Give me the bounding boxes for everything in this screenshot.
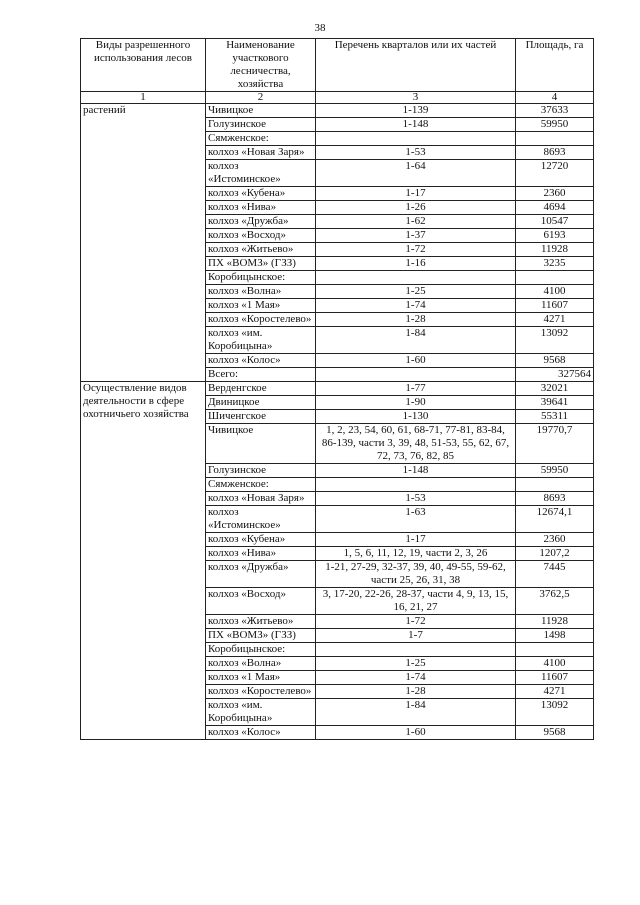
forestry-name-cell: Всего: xyxy=(206,368,316,382)
forestry-name-cell: Коробицынское: xyxy=(206,643,316,657)
table-row xyxy=(81,104,594,118)
quarters-cell: 1-16 xyxy=(316,257,516,271)
forestry-name-cell: Сямженское: xyxy=(206,478,316,492)
quarters-cell: 1-74 xyxy=(316,299,516,313)
forestry-name-cell: колхоз «Восход» xyxy=(206,229,316,243)
forestry-name-cell: колхоз «Волна» xyxy=(206,657,316,671)
forestry-name-cell: ПХ «ВОМЗ» (ГЗЗ) xyxy=(206,629,316,643)
area-cell: 4100 xyxy=(516,657,594,671)
forestry-name-cell: Двиницкое xyxy=(206,396,316,410)
quarters-cell: 1-60 xyxy=(316,354,516,368)
quarters-cell: 1-72 xyxy=(316,615,516,629)
area-cell: 11928 xyxy=(516,615,594,629)
quarters-cell xyxy=(316,368,516,382)
quarters-cell: 1-148 xyxy=(316,464,516,478)
quarters-cell: 1-64 xyxy=(316,160,516,187)
quarters-cell: 1, 5, 6, 11, 12, 19, части 2, 3, 26 xyxy=(316,547,516,561)
quarters-cell xyxy=(316,132,516,146)
area-cell: 1207,2 xyxy=(516,547,594,561)
area-cell: 11928 xyxy=(516,243,594,257)
quarters-cell: 1-7 xyxy=(316,629,516,643)
forestry-name-cell: Голузинское xyxy=(206,464,316,478)
quarters-cell: 1-25 xyxy=(316,657,516,671)
quarters-cell: 1-53 xyxy=(316,146,516,160)
area-cell: 6193 xyxy=(516,229,594,243)
table-row xyxy=(81,382,594,396)
header-quarters: Перечень кварталов или их частей xyxy=(316,39,516,92)
forestry-name-cell: колхоз «Нива» xyxy=(206,547,316,561)
forestry-name-cell: Коробицынское: xyxy=(206,271,316,285)
total-area-cell: 327564 xyxy=(516,368,594,382)
area-cell: 7445 xyxy=(516,561,594,588)
quarters-cell xyxy=(316,643,516,657)
area-cell: 8693 xyxy=(516,492,594,506)
header-area: Площадь, га xyxy=(516,39,594,92)
forestry-name-cell: колхоз «Новая Заря» xyxy=(206,146,316,160)
quarters-cell: 1-60 xyxy=(316,726,516,740)
area-cell: 9568 xyxy=(516,726,594,740)
forestry-name-cell: Сямженское: xyxy=(206,132,316,146)
quarters-cell: 1-90 xyxy=(316,396,516,410)
quarters-cell: 1-148 xyxy=(316,118,516,132)
forestry-name-cell: колхоз «Волна» xyxy=(206,285,316,299)
column-number: 4 xyxy=(516,92,594,104)
area-cell: 4694 xyxy=(516,201,594,215)
area-cell: 12720 xyxy=(516,160,594,187)
forestry-name-cell: колхоз «Кубена» xyxy=(206,187,316,201)
area-cell: 59950 xyxy=(516,118,594,132)
quarters-cell: 1-139 xyxy=(316,104,516,118)
area-cell: 2360 xyxy=(516,187,594,201)
forestry-name-cell: колхоз «Коростелево» xyxy=(206,685,316,699)
quarters-cell: 1-26 xyxy=(316,201,516,215)
forestry-name-cell: колхоз «Кубена» xyxy=(206,533,316,547)
area-cell: 4271 xyxy=(516,685,594,699)
forestry-name-cell: колхоз «Колос» xyxy=(206,354,316,368)
quarters-cell: 1-84 xyxy=(316,327,516,354)
quarters-cell: 1, 2, 23, 54, 60, 61, 68-71, 77-81, 83-84, 86-139, части 3, 39, 48, 51-53, 55, 62, 67, 72, 73, 76, 82, 85 xyxy=(316,424,516,464)
forestry-name-cell: колхоз «им. Коробицына» xyxy=(206,699,316,726)
column-number: 3 xyxy=(316,92,516,104)
area-cell: 3762,5 xyxy=(516,588,594,615)
forestry-name-cell: колхоз «Житьево» xyxy=(206,615,316,629)
area-cell: 39641 xyxy=(516,396,594,410)
area-cell: 19770,7 xyxy=(516,424,594,464)
area-cell: 11607 xyxy=(516,671,594,685)
area-cell: 1498 xyxy=(516,629,594,643)
quarters-cell: 1-62 xyxy=(316,215,516,229)
quarters-cell: 1-74 xyxy=(316,671,516,685)
forestry-name-cell: колхоз «им. Коробицына» xyxy=(206,327,316,354)
forestry-name-cell: Верденгское xyxy=(206,382,316,396)
header-forestry: Наименование участкового лесничества, хозяйства xyxy=(206,39,316,92)
area-cell xyxy=(516,132,594,146)
quarters-cell: 1-63 xyxy=(316,506,516,533)
column-number: 1 xyxy=(81,92,206,104)
forestry-name-cell: колхоз «Нива» xyxy=(206,201,316,215)
forestry-name-cell: колхоз «Житьево» xyxy=(206,243,316,257)
area-cell: 11607 xyxy=(516,299,594,313)
forestry-name-cell: колхоз «Истоминское» xyxy=(206,506,316,533)
area-cell: 59950 xyxy=(516,464,594,478)
quarters-cell: 1-21, 27-29, 32-37, 39, 40, 49-55, 59-62, части 25, 26, 31, 38 xyxy=(316,561,516,588)
quarters-cell: 1-28 xyxy=(316,685,516,699)
quarters-cell: 1-84 xyxy=(316,699,516,726)
area-cell: 32021 xyxy=(516,382,594,396)
quarters-cell: 1-37 xyxy=(316,229,516,243)
area-cell: 55311 xyxy=(516,410,594,424)
quarters-cell xyxy=(316,271,516,285)
quarters-cell: 1-17 xyxy=(316,187,516,201)
quarters-cell: 1-28 xyxy=(316,313,516,327)
area-cell xyxy=(516,643,594,657)
area-cell: 13092 xyxy=(516,699,594,726)
area-cell xyxy=(516,478,594,492)
area-cell: 12674,1 xyxy=(516,506,594,533)
quarters-cell: 1-53 xyxy=(316,492,516,506)
area-cell: 10547 xyxy=(516,215,594,229)
area-cell: 37633 xyxy=(516,104,594,118)
table-body xyxy=(81,104,594,740)
forestry-name-cell: колхоз «Колос» xyxy=(206,726,316,740)
forestry-name-cell: Чивицкое xyxy=(206,424,316,464)
forestry-name-cell: колхоз «1 Мая» xyxy=(206,299,316,313)
quarters-cell: 1-17 xyxy=(316,533,516,547)
forestry-name-cell: колхоз «Дружба» xyxy=(206,215,316,229)
forestry-name-cell: колхоз «Дружба» xyxy=(206,561,316,588)
column-number-row xyxy=(81,92,594,104)
area-cell: 4100 xyxy=(516,285,594,299)
forest-use-table xyxy=(80,38,594,740)
area-cell: 13092 xyxy=(516,327,594,354)
use-type-cell: растений xyxy=(81,104,206,382)
area-cell xyxy=(516,271,594,285)
forestry-name-cell: Голузинское xyxy=(206,118,316,132)
area-cell: 8693 xyxy=(516,146,594,160)
forestry-name-cell: колхоз «Истоминское» xyxy=(206,160,316,187)
quarters-cell: 1-77 xyxy=(316,382,516,396)
area-cell: 3235 xyxy=(516,257,594,271)
forestry-name-cell: Шиченгское xyxy=(206,410,316,424)
quarters-cell: 1-72 xyxy=(316,243,516,257)
use-type-cell: Осуществление видов деятельности в сфере охотничьего хозяйства xyxy=(81,382,206,740)
forestry-name-cell: колхоз «Новая Заря» xyxy=(206,492,316,506)
area-cell: 9568 xyxy=(516,354,594,368)
forestry-name-cell: колхоз «Коростелево» xyxy=(206,313,316,327)
forestry-name-cell: колхоз «Восход» xyxy=(206,588,316,615)
area-cell: 2360 xyxy=(516,533,594,547)
header-use: Виды разрешенного использования лесов xyxy=(81,39,206,92)
quarters-cell: 1-25 xyxy=(316,285,516,299)
quarters-cell: 3, 17-20, 22-26, 28-37, части 4, 9, 13, 15, 16, 21, 27 xyxy=(316,588,516,615)
area-cell: 4271 xyxy=(516,313,594,327)
forestry-name-cell: ПХ «ВОМЗ» (ГЗЗ) xyxy=(206,257,316,271)
forestry-name-cell: колхоз «1 Мая» xyxy=(206,671,316,685)
column-number: 2 xyxy=(206,92,316,104)
table-header-row xyxy=(81,39,594,92)
quarters-cell xyxy=(316,478,516,492)
quarters-cell: 1-130 xyxy=(316,410,516,424)
forestry-name-cell: Чивицкое xyxy=(206,104,316,118)
page-number: 38 xyxy=(314,22,326,34)
